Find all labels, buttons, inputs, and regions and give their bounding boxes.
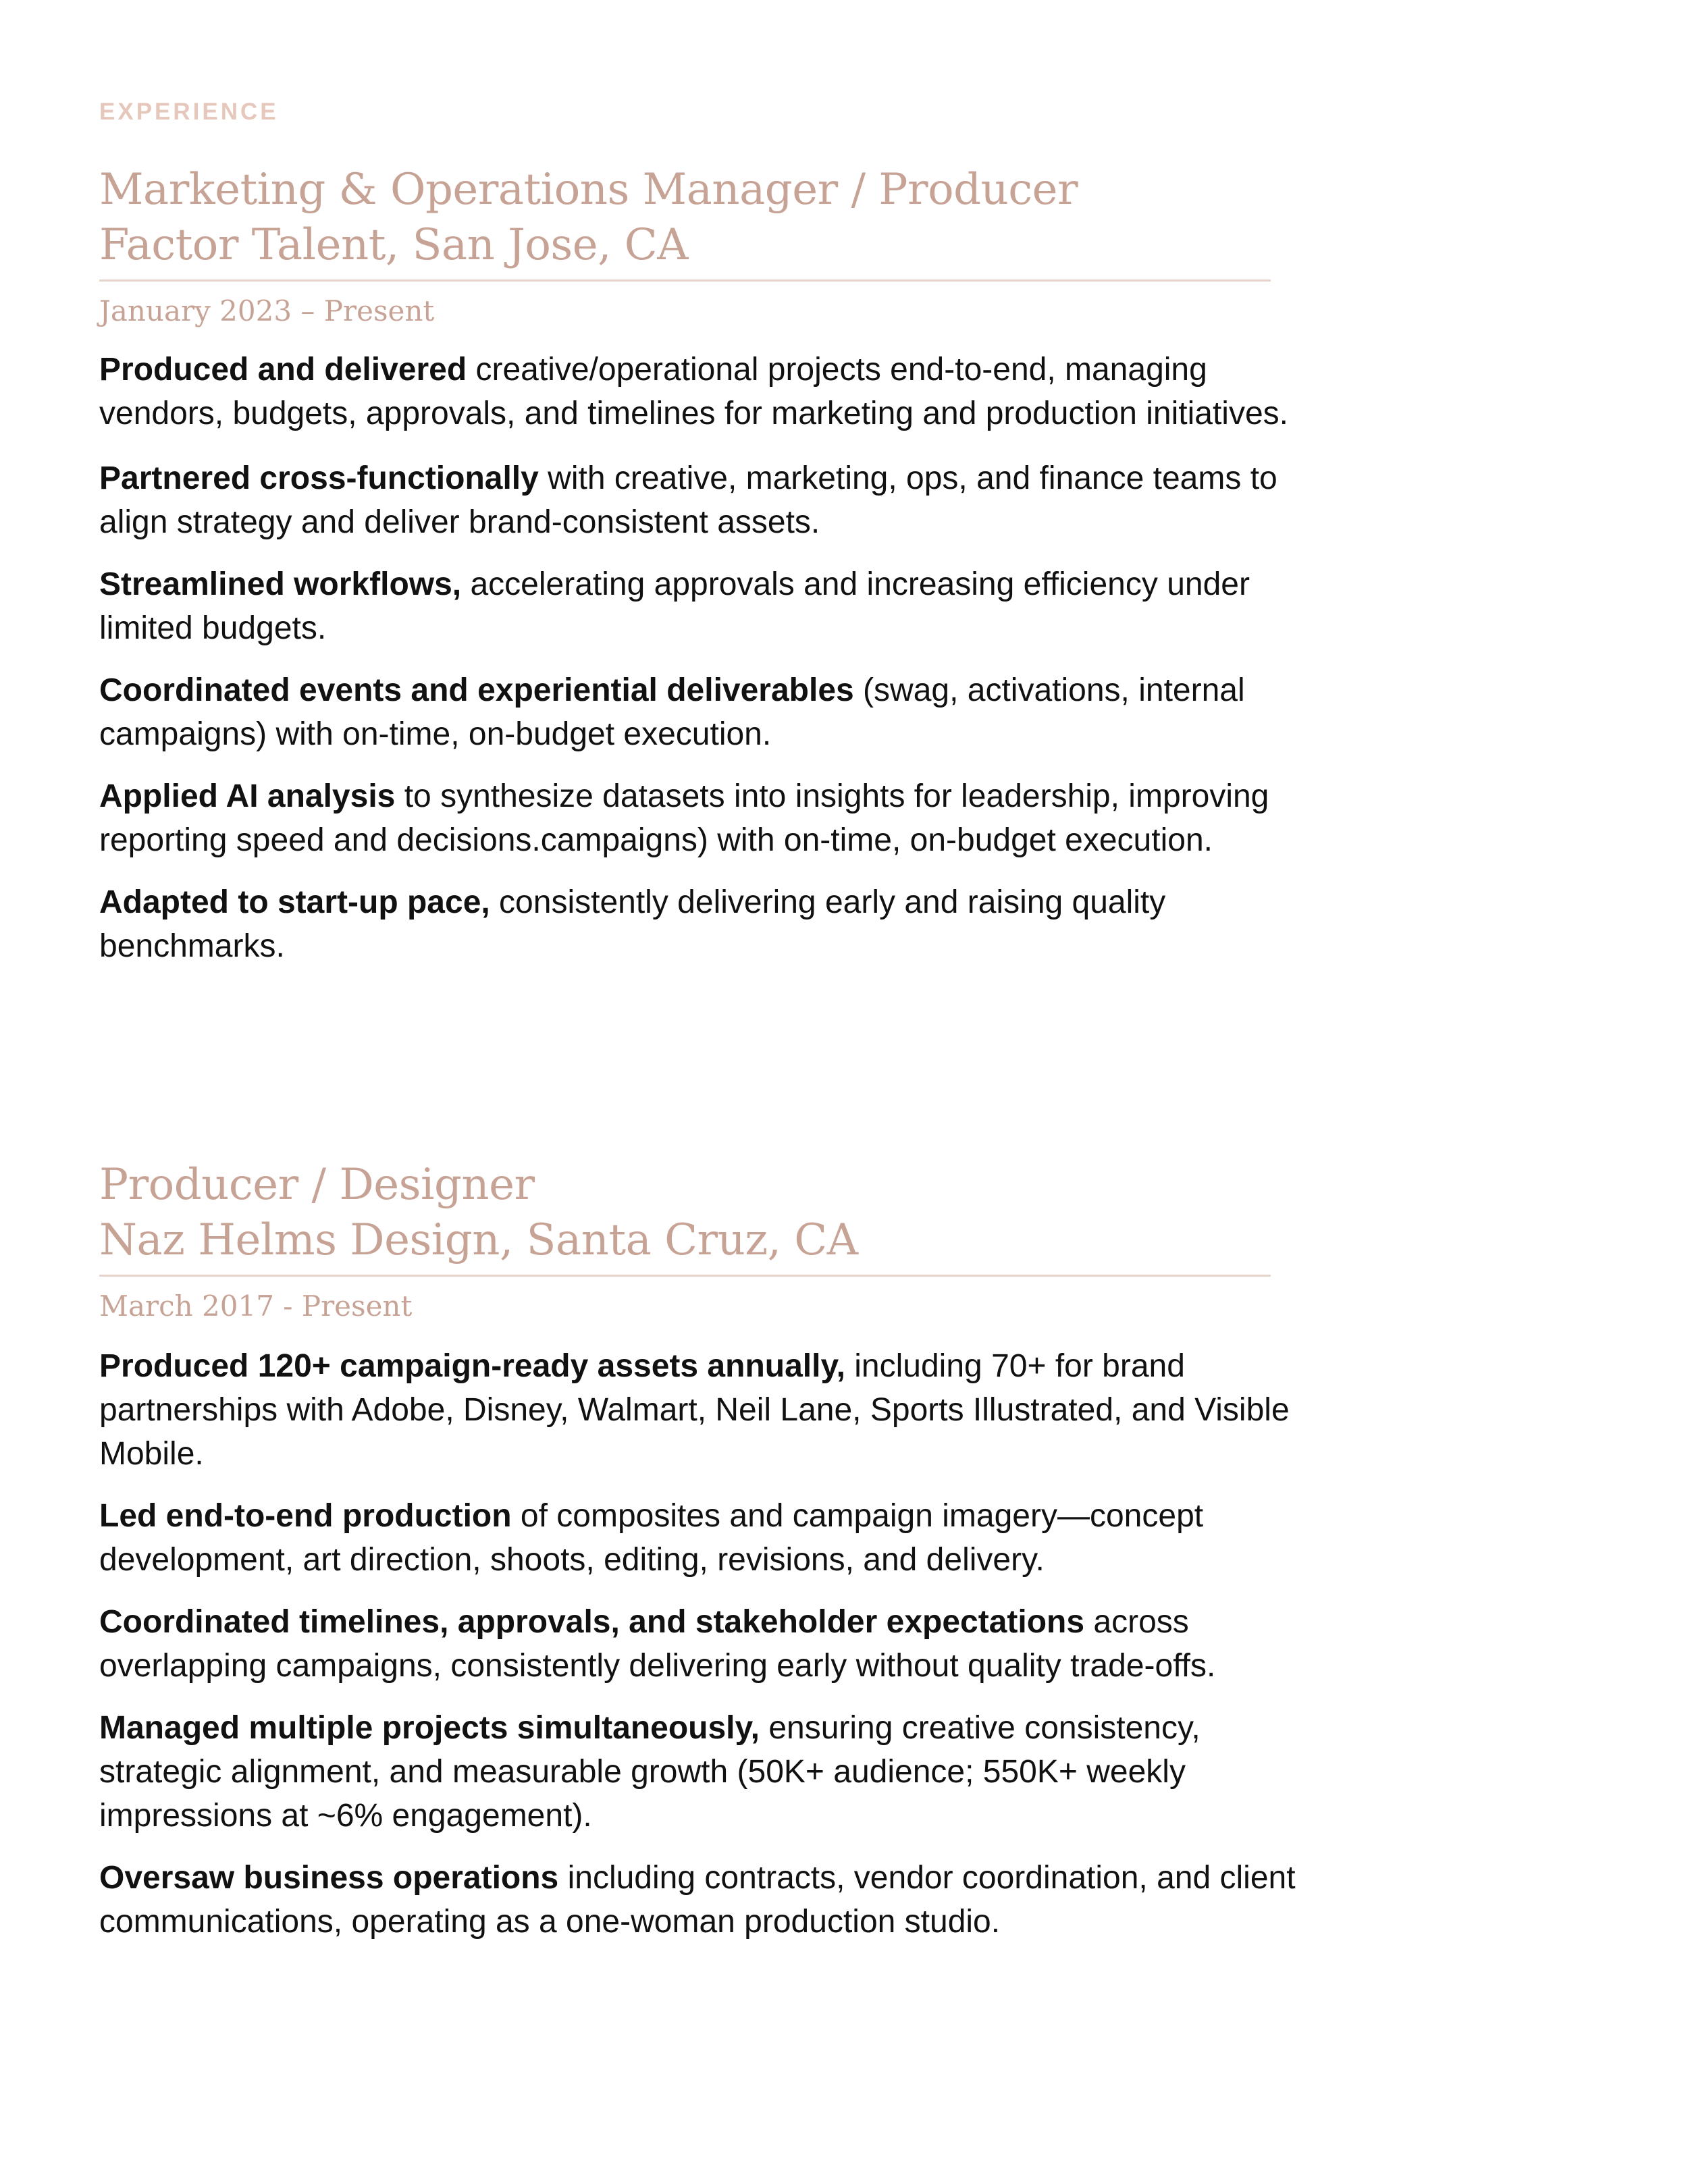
- job-dates: March 2017 - Present: [99, 1289, 413, 1323]
- list-item: [99, 1706, 1308, 1838]
- bullet-text: consistently delivering early and raising quality benchmarks.: [99, 884, 1166, 964]
- bullet-text: with creative, marketing, ops, and finance teams to align strategy and deliver brand-consistent assets.: [99, 460, 1277, 540]
- bullet-text: ensuring creative consistency, strategic alignment, and measurable growth (50K+ audience; 550K+ weekly impressions at ~6% engagement).: [99, 1710, 1201, 1834]
- bullet-text: across overlapping campaigns, consistently delivering early without quality trade-offs.: [99, 1604, 1216, 1684]
- bullet-text: to synthesize datasets into insights for leadership, improving reporting speed and decisions.campaigns) with on-time, on-budget execution.: [99, 778, 1269, 858]
- bullet-text: (swag, activations, internal campaigns) with on-time, on-budget execution.: [99, 672, 1245, 752]
- list-item: [99, 1600, 1308, 1688]
- bullet-lead: Coordinated timelines, approvals, and stakeholder expectations: [99, 1604, 1085, 1640]
- divider: [99, 279, 1271, 282]
- section-heading-experience: EXPERIENCE: [99, 99, 279, 125]
- bullet-text: accelerating approvals and increasing efficiency under limited budgets.: [99, 566, 1250, 646]
- bullet-list: [99, 348, 1308, 968]
- list-item: [99, 1494, 1308, 1582]
- job-company: Naz Helms Design, Santa Cruz, CA: [99, 1215, 858, 1265]
- bullet-lead: Produced and delivered: [99, 352, 467, 388]
- list-item: [99, 1856, 1308, 1944]
- divider: [99, 1275, 1271, 1277]
- bullet-list: [99, 1344, 1308, 1944]
- bullet-text: creative/operational projects end-to-end, managing vendors, budgets, approvals, and timelines for marketing and production initiatives.: [99, 352, 1288, 431]
- bullet-lead: Oversaw business operations: [99, 1860, 559, 1896]
- job-company: Factor Talent, San Jose, CA: [99, 220, 688, 270]
- bullet-lead: Streamlined workflows,: [99, 566, 462, 602]
- list-item: [99, 668, 1308, 756]
- job-dates: January 2023 – Present: [99, 294, 435, 327]
- bullet-lead: Applied AI analysis: [99, 778, 396, 814]
- job-title: Marketing & Operations Manager / Producer: [99, 165, 1078, 215]
- list-item: [99, 562, 1308, 650]
- bullet-lead: Partnered cross-functionally: [99, 460, 539, 496]
- list-item: [99, 1344, 1308, 1476]
- bullet-lead: Led end-to-end production: [99, 1498, 512, 1534]
- list-item: [99, 774, 1308, 862]
- bullet-text: including 70+ for brand partnerships with Adobe, Disney, Walmart, Neil Lane, Sports Illustrated, and Visible Mobile.: [99, 1348, 1290, 1472]
- bullet-lead: Adapted to start-up pace,: [99, 884, 490, 920]
- bullet-lead: Coordinated events and experiential deliverables: [99, 672, 854, 708]
- bullet-text: including contracts, vendor coordination, and client communications, operating as a one-woman production studio.: [99, 1860, 1296, 1940]
- list-item: [99, 348, 1308, 435]
- bullet-lead: Managed multiple projects simultaneously,: [99, 1710, 760, 1746]
- job-title: Producer / Designer: [99, 1160, 535, 1210]
- bullet-text: of composites and campaign imagery—concept development, art direction, shoots, editing, revisions, and delivery.: [99, 1498, 1204, 1578]
- job-entry: [99, 162, 1308, 968]
- list-item: [99, 880, 1308, 968]
- list-item: [99, 456, 1308, 544]
- job-entry: [99, 1157, 1308, 1944]
- bullet-lead: Produced 120+ campaign-ready assets annually,: [99, 1348, 845, 1384]
